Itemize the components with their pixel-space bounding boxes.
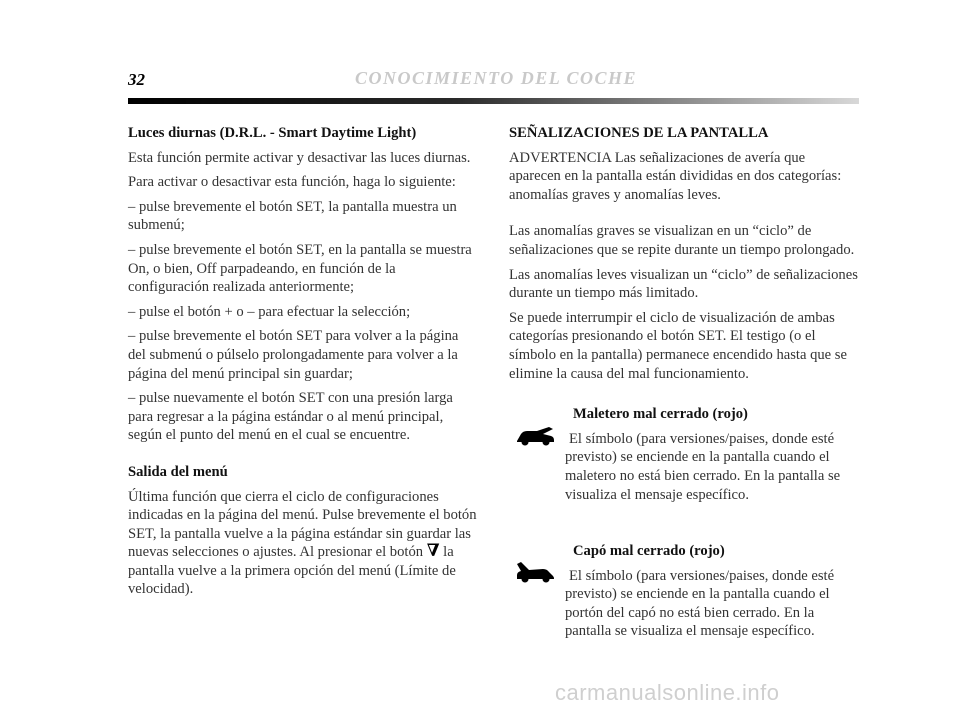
page-number: 32 [128, 70, 145, 89]
drl-step: – pulse brevemente el botón SET, en la pantalla se muestra On, o bien, Off parpadeando, en función de la configuración realizada anteriormente; [128, 241, 472, 296]
exit-heading: Salida del menú [128, 463, 228, 480]
nabla-button-icon: ∇ [426, 541, 440, 561]
section-title: CONOCIMIENTO DEL COCHE [355, 68, 638, 88]
drl-how: Para activar o desactivar esta función, haga lo siguiente: [128, 174, 456, 191]
warning-paragraph: ADVERTENCIA Las señalizaciones de avería que aparecen en la pantalla están divididas en dos categorías: anomalías graves y anomalías leves. [509, 149, 842, 203]
right-column [509, 124, 859, 647]
drl-heading: Luces diurnas (D.R.L. - Smart Daytime Light) [128, 125, 417, 141]
interrupt-cycle-text: Se puede interrumpir el ciclo de visualización de ambas categorías presionando el botón SET. El testigo (o el símbolo en la pantalla) permanece encendido hasta que se elimine la causa del mal funcionamiento. [509, 309, 847, 382]
header-rule [128, 98, 859, 104]
hood-warning-block [509, 542, 859, 641]
exit-text-2: la pantalla vuelve a la primera opción del menú (Límite de velocidad). [128, 544, 456, 598]
drl-step: – pulse el botón + o – para efectuar la selección; [128, 303, 411, 320]
hood-text: El símbolo (para versiones/paises, donde esté previsto) se enciende en la pantalla cuando el portón del capó no está bien cerrado. En la pantalla se visualiza el mensaje específico. [565, 567, 835, 640]
car-hood-open-icon [515, 562, 555, 584]
serious-faults-text: Las anomalías graves se visualizan en un “ciclo” de señalizaciones que se repite durante un tiempo prolongado. [509, 223, 855, 258]
drl-step: – pulse brevemente el botón SET para volver a la página del submenú o púlselo prolongadamente para volver a la página del menú principal sin guardar; [128, 328, 459, 382]
drl-step: – pulse brevemente el botón SET, la pantalla muestra un submenú; [128, 198, 457, 234]
display-signals-heading: SEÑALIZACIONES DE LA PANTALLA [509, 125, 769, 141]
drl-step: – pulse nuevamente el botón SET con una presión larga para regresar a la página estándar o al menú principal, según el punto del menú en el cual se encuentre. [128, 390, 453, 444]
trunk-heading: Maletero mal cerrado (rojo) [573, 406, 748, 423]
hood-heading: Capó mal cerrado (rojo) [573, 543, 725, 560]
car-trunk-open-icon [515, 425, 555, 447]
exit-text-1: Última función que cierra el ciclo de configuraciones indicadas en la página del menú. Pulse brevemente el botón SET, la pantalla vuelve a la página estándar sin guardar las nuevas selecciones o ajustes. Al presionar el botón [128, 488, 477, 561]
watermark: carmanualsonline.info [555, 680, 780, 705]
drl-intro: Esta función permite activar y desactivar las luces diurnas. [128, 149, 471, 166]
trunk-text: El símbolo (para versiones/paises, donde esté previsto) se enciende en la pantalla cuando el maletero no está bien cerrado. En la pantalla se visualiza el mensaje específico. [565, 430, 841, 503]
left-column [128, 124, 478, 605]
trunk-warning-block [509, 405, 859, 504]
minor-faults-text: Las anomalías leves visualizan un “ciclo” de señalizaciones durante un tiempo más limitado. [509, 266, 858, 302]
exit-paragraph [128, 488, 478, 600]
